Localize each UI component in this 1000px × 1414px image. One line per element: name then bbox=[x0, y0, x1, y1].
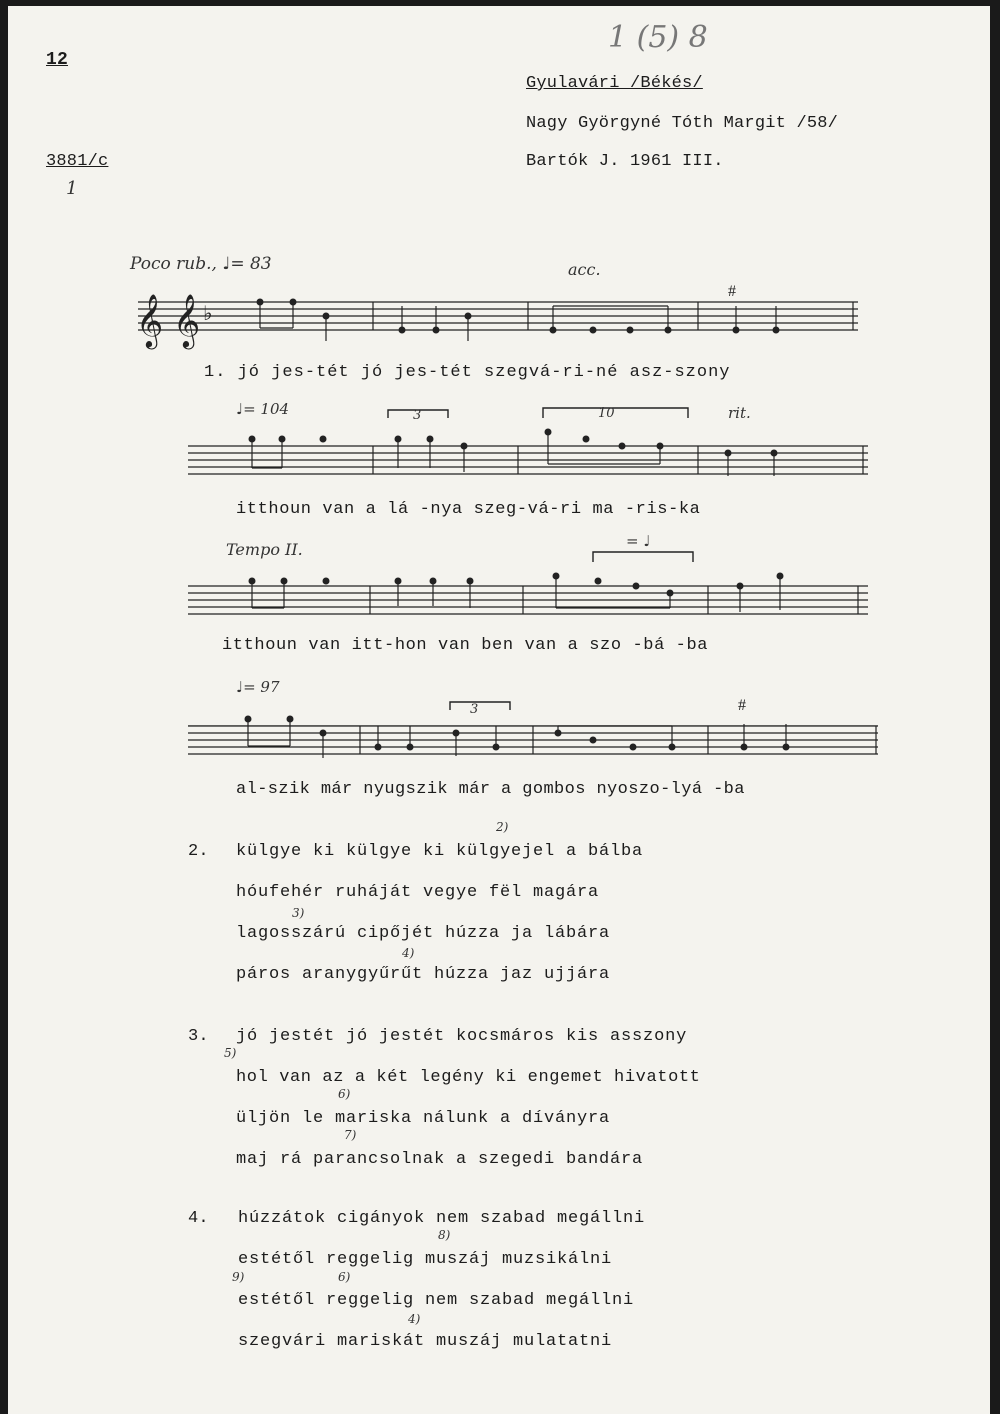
lyrics-line-3: itthoun van itt-hon van ben van a szo -bá -ba bbox=[222, 636, 709, 655]
verse-line: külgye ki külgye ki külgyejel a bálba bbox=[236, 842, 644, 861]
page-number: 12 bbox=[46, 50, 69, 70]
rit-marking: rit. bbox=[728, 404, 751, 422]
verse-line: páros aranygyűrűt húzza jaz ujjára bbox=[236, 965, 611, 984]
verse-line: szegvári mariskát muszáj mulatatni bbox=[238, 1332, 613, 1351]
tempo-3: Tempo II. bbox=[226, 540, 303, 559]
document-page bbox=[8, 6, 990, 1414]
verse-line: jó jestét jó jestét kocsmáros kis asszony bbox=[236, 1027, 688, 1046]
footnote-mark: 3) bbox=[292, 906, 305, 920]
verse-line: hol van az a két legény ki engemet hivatott bbox=[236, 1068, 701, 1087]
catalog-sub: 1 bbox=[66, 178, 78, 199]
svg-text:#: # bbox=[738, 697, 746, 714]
tuplet-eq: = ♩ bbox=[626, 532, 651, 550]
verse-line: húzzátok cigányok nem szabad megállni bbox=[238, 1209, 646, 1228]
footnote-mark: 8) bbox=[438, 1228, 451, 1242]
singer: Nagy Györgyné Tóth Margit /58/ bbox=[526, 114, 839, 133]
tempo-4: ♩= 97 bbox=[236, 678, 280, 696]
treble-clef-icon: 𝄞 bbox=[173, 293, 201, 347]
verse-line: hóufehér ruháját vegye fël magára bbox=[236, 883, 600, 902]
flat-icon: ♭ bbox=[203, 301, 213, 325]
staff-4-lines bbox=[188, 697, 878, 758]
lyrics-line-4: al-szik már nyugszik már a gombos nyoszo-lyá -ba bbox=[236, 780, 745, 799]
footnote-mark: 4) bbox=[402, 946, 415, 960]
verse-line: estétől reggelig nem szabad megállni bbox=[238, 1291, 635, 1310]
place: Gyulavári /Békés/ bbox=[526, 74, 703, 93]
treble-clef-icon: 𝄞 bbox=[136, 293, 164, 347]
tempo-marking: Poco rub., ♩= 83 bbox=[130, 254, 272, 274]
footnote-mark: 9) bbox=[232, 1270, 245, 1284]
acc-marking: acc. bbox=[568, 260, 601, 279]
tempo-2: ♩= 104 bbox=[236, 400, 290, 418]
tuplet-3a: 3 bbox=[413, 408, 422, 423]
verse-number: 2. bbox=[188, 842, 209, 861]
lyrics-line-1: 1. jó jes-tét jó jes-tét szegvá-ri-né asz-szony bbox=[204, 363, 731, 382]
footnote-mark: 5) bbox=[224, 1046, 237, 1060]
verse-line: üljön le mariska nálunk a díványra bbox=[236, 1109, 611, 1128]
footnote-mark: 2) bbox=[496, 820, 509, 834]
footnote-mark: 4) bbox=[408, 1312, 421, 1326]
footnote-mark: 6) bbox=[338, 1270, 351, 1284]
verse-number: 4. bbox=[188, 1209, 209, 1228]
catalog-number: 3881/c bbox=[46, 152, 109, 171]
tuplet-10: 10 bbox=[598, 406, 615, 421]
svg-text:#: # bbox=[728, 283, 736, 300]
music-notation-lower bbox=[8, 6, 990, 1414]
lyrics-line-2: itthoun van a lá -nya szeg-vá-ri ma -ris-ka bbox=[236, 500, 701, 519]
verse-number: 3. bbox=[188, 1027, 209, 1046]
verse-line: estétől reggelig muszáj muzsikálni bbox=[238, 1250, 613, 1269]
verse-line: maj rá parancsolnak a szegedi bandára bbox=[236, 1150, 644, 1169]
handwritten-page-mark: 1 (5) 8 bbox=[608, 20, 708, 55]
tuplet-3b: 3 bbox=[470, 702, 479, 717]
verse-line: lagosszárú cipőjét húzza ja lábára bbox=[236, 924, 611, 943]
footnote-mark: 7) bbox=[344, 1128, 357, 1142]
footnote-mark: 6) bbox=[338, 1087, 351, 1101]
collector: Bartók J. 1961 III. bbox=[526, 152, 724, 171]
